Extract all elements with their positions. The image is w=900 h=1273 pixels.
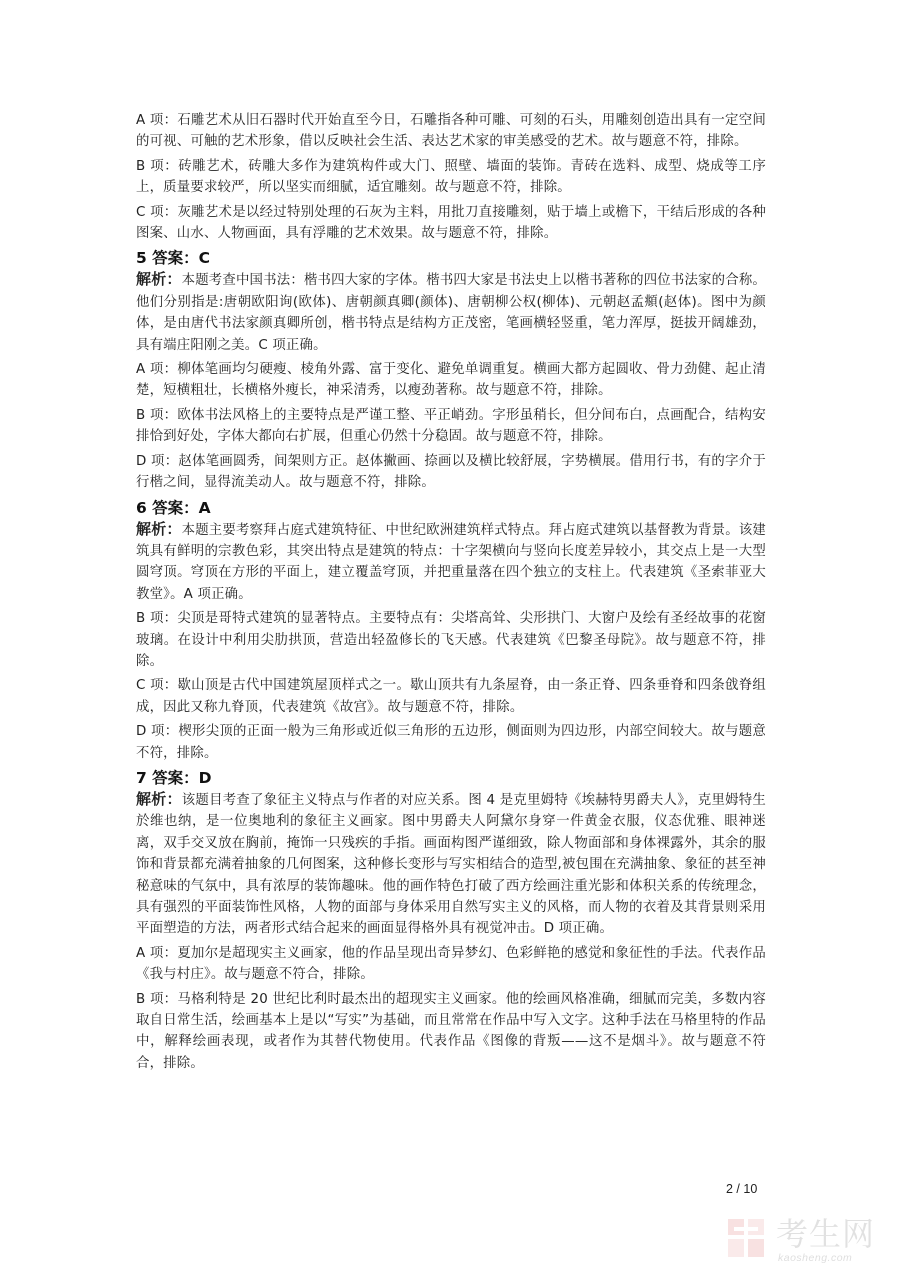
option-paragraph — [136, 608, 766, 672]
explanation-label: 解析： — [136, 270, 182, 289]
option-label: C 项： — [136, 678, 178, 694]
answer-heading: 7 答案：D — [136, 768, 212, 787]
explanation-label: 解析： — [136, 519, 182, 538]
answer-heading: 6 答案：A — [136, 498, 211, 517]
option-label: A 项： — [136, 113, 178, 128]
page-number: 2 / 10 — [726, 1182, 758, 1196]
option-text: 夏加尔是超现实主义画家，他的作品呈现出奇异梦幻、色彩鲜艳的感觉和象征性的手法。代表作品《我与村庄》。故与题意不符合，排除。 — [136, 945, 766, 983]
option-label: D 项： — [136, 724, 179, 740]
option-paragraph — [136, 156, 766, 199]
option-text: 柳体笔画均匀硬瘦、棱角外露、富于变化、避免单调重复。横画大都方起圆收、骨力劲健、起止清楚，短横粗壮，长横格外瘦长，神采清秀，以瘦劲著称。故与题意不符，排除。 — [136, 362, 766, 399]
option-paragraph — [136, 989, 766, 1075]
explanation-text: 本题考查中国书法：楷书四大家的字体。楷书四大家是书法史上以楷书著称的四位书法家的合称。他们分别指是:唐朝欧阳询(欧体)、唐朝颜真卿(颜体)、唐朝柳公权(柳体)、元朝赵孟頫(赵体)。图中为颜体，是由唐代书法家颜真卿所创，楷书特点是结构方正茂密，笔画横轻竖重，笔力浑厚，挺拔开阔雄劲，具有端庄阳刚之美。C 项正确。 — [136, 273, 767, 353]
page-content — [136, 110, 766, 1077]
option-text: 灰雕艺术是以经过特别处理的石灰为主料，用批刀直接雕刻，贴于墙上或檐下，干结后形成的各种图案、山水、人物画面，具有浮雕的艺术效果。故与题意不符，排除。 — [136, 204, 766, 242]
explanation-paragraph — [136, 269, 766, 356]
option-text: 欧体书法风格上的主要特点是严谨工整、平正峭劲。字形虽稍长，但分间布白，点画配合，结构安排恰到好处，字体大都向右扩展，但重心仍然十分稳固。故与题意不符，排除。 — [136, 407, 766, 445]
option-paragraph — [136, 110, 766, 153]
option-text: 楔形尖顶的正面一般为三角形或近似三角形的五边形，侧面则为四边形，内部空间较大。故与题意不符，排除。 — [136, 724, 766, 761]
option-label: B 项： — [136, 158, 179, 174]
option-label: A 项： — [136, 362, 178, 378]
explanation-text: 该题目考查了象征主义特点与作者的对应关系。图 4 是克里姆特《埃赫特男爵夫人》，克里姆特生於维也纳，是一位奥地利的象征主义画家。图中男爵夫人阿黛尔身穿一件黄金衣服，仪态优雅、眼神迷离，双手交叉放在胸前，掩饰一只残疾的手指。画面构图严谨细致，除人物面部和身体裸露外，其余的服饰和背景都充满着抽象的几何图案，这种修长变形与写实相结合的造型,被包围在充满抽象、象征的甚至神秘意味的气氛中，具有浓厚的装饰趣味。他的画作特色打破了西方绘画注重光影和体积关系的传统理念，具有强烈的平面装饰性风格，人物的面部与身体采用自然写实主义的风格，而人物的衣着及其背景则采用平面塑造的方法，两者形式结合起来的画面显得格外具有视觉冲击。D 项正确。 — [136, 792, 766, 937]
option-text: 尖顶是哥特式建筑的显著特点。主要特点有：尖塔高耸、尖形拱门、大窗户及绘有圣经故事的花窗玻璃。在设计中利用尖肋拱顶，营造出轻盈修长的飞天感。代表建筑《巴黎圣母院》。故与题意不符，排除。 — [136, 611, 766, 669]
option-paragraph — [136, 943, 766, 986]
option-paragraph — [136, 405, 766, 448]
watermark-url: kaosheng.com — [778, 1252, 853, 1264]
option-paragraph — [136, 721, 766, 764]
option-label: B 项： — [136, 991, 178, 1007]
option-text: 砖雕艺术，砖雕大多作为建筑构件或大门、照壁、墙面的装饰。青砖在选料、成型、烧成等工序上，质量要求较严，所以坚实而细腻，适宜雕刻。故与题意不符，排除。 — [136, 158, 766, 196]
explanation-text: 本题主要考察拜占庭式建筑特征、中世纪欧洲建筑样式特点。拜占庭式建筑以基督教为背景。该建筑具有鲜明的宗教色彩，其突出特点是建筑的特点：十字架横向与竖向长度差异较小，其交点上是一大型圆穹顶。穹顶在方形的平面上，建立覆盖穹顶，并把重量落在四个独立的支柱上。代表建筑《圣索菲亚大教堂》。A 项正确。 — [136, 522, 767, 602]
option-paragraph — [136, 359, 766, 402]
option-label: D 项： — [136, 453, 179, 469]
option-text: 赵体笔画圆秀，间架则方正。赵体撇画、捺画以及横比较舒展，字势横展。借用行书，有的字介于行楷之间，显得流美动人。故与题意不符，排除。 — [136, 453, 766, 491]
explanation-paragraph — [136, 789, 766, 940]
explanation-paragraph — [136, 519, 766, 606]
option-text: 马格利特是 20 世纪比利时最杰出的超现实主义画家。他的绘画风格准确，细腻而完美，多数内容取自日常生活，绘画基本上是以“写实”为基础，而且常常在作品中写入文字。这种手法在马格里特的作品中，解释绘画表现，或者作为其替代物使用。代表作品《图像的背叛——这不是烟斗》。故与题意不符合，排除。 — [136, 991, 766, 1071]
kaosheng-logo-icon — [726, 1215, 770, 1263]
option-label: B 项： — [136, 611, 178, 627]
option-paragraph — [136, 451, 766, 494]
option-label: C 项： — [136, 204, 178, 220]
option-paragraph — [136, 202, 766, 245]
watermark — [726, 1215, 896, 1269]
option-text: 石雕艺术从旧石器时代开始直至今日，石雕指各种可雕、可刻的石头，用雕刻创造出具有一定空间的可视、可触的艺术形象，借以反映社会生活、表达艺术家的审美感受的艺术。故与题意不符，排除。 — [136, 113, 766, 150]
explanation-label: 解析： — [136, 789, 182, 808]
option-label: B 项： — [136, 407, 178, 423]
answer-heading: 5 答案：C — [136, 249, 211, 268]
option-label: A 项： — [136, 945, 178, 961]
option-paragraph — [136, 675, 766, 718]
watermark-brand: 考生网 — [776, 1215, 876, 1253]
option-text: 歇山顶是古代中国建筑屋顶样式之一。歇山顶共有九条屋脊，由一条正脊、四条垂脊和四条戗脊组成，因此又称九脊顶，代表建筑《故宫》。故与题意不符，排除。 — [136, 678, 766, 715]
